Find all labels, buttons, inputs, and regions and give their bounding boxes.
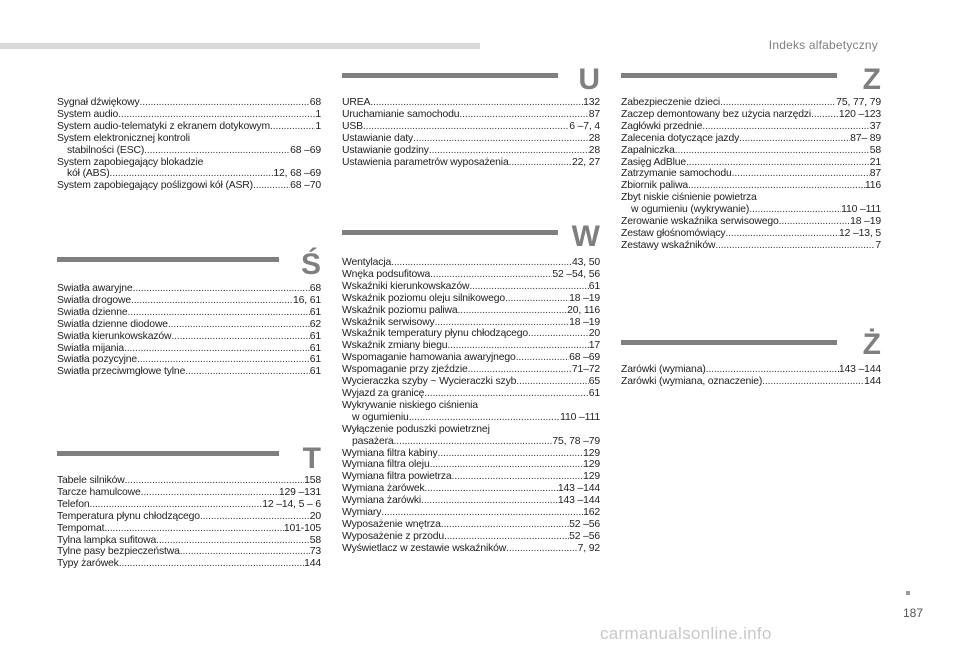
section-bar xyxy=(621,340,837,345)
index-entry xyxy=(57,523,321,535)
section-bar xyxy=(342,73,558,78)
index-entry-leader-dots xyxy=(413,133,589,145)
page-marker-dot xyxy=(906,591,910,595)
index-entry xyxy=(621,376,881,388)
index-entry xyxy=(621,109,881,121)
index-entry-page: 132 xyxy=(583,97,600,108)
index-entry xyxy=(57,283,321,295)
index-entry-leader-dots xyxy=(528,328,589,340)
index-entry-label: Zapalniczka xyxy=(621,144,675,156)
index-entry-page: 75, 77, 79 xyxy=(836,97,881,108)
index-entry-label: Tabele silników xyxy=(57,475,125,486)
index-entry-label: Światła mijania xyxy=(57,342,125,354)
index-entry xyxy=(342,436,600,448)
index-entry-label: Żarówki (wymiana, oznaczenie) xyxy=(621,375,763,387)
top-decor-bar xyxy=(0,43,480,49)
index-entry-page: 61 xyxy=(309,330,321,342)
index-entry-label: System audio-telematyki z ekranem dotykowym xyxy=(57,120,270,132)
index-entry-label: Wycieraczka szyby ~ Wycieraczki szyb xyxy=(342,376,517,388)
index-entry-label: Sygnał dźwiękowy xyxy=(57,97,140,108)
index-entry xyxy=(621,228,881,240)
section-bar xyxy=(621,73,837,78)
index-entry-page: 158 xyxy=(304,475,321,486)
index-entry xyxy=(57,307,321,319)
index-entry-label: Wyjazd za granicę xyxy=(342,387,425,399)
index-entry xyxy=(57,97,321,109)
index-entry xyxy=(342,495,600,507)
index-entry-leader-dots xyxy=(110,168,274,180)
index-entry xyxy=(342,328,600,340)
index-entry-page: 18 –19 xyxy=(569,316,600,328)
index-entry xyxy=(621,216,881,228)
index-column-1-top xyxy=(57,97,321,192)
index-entry-leader-dots xyxy=(253,180,290,192)
index-entry-page: 129 xyxy=(583,459,600,471)
page-header-title: Indeks alfabetyczny xyxy=(768,38,878,52)
index-entry xyxy=(57,121,321,133)
index-entry-leader-dots xyxy=(430,269,552,281)
index-entry xyxy=(57,558,321,570)
index-entry-leader-dots xyxy=(444,531,569,543)
index-entry-page: 7, 92 xyxy=(577,542,600,554)
index-entry xyxy=(621,97,881,109)
index-entry-leader-dots xyxy=(505,293,569,305)
index-entry-page: 61 xyxy=(309,354,321,366)
index-column-1-s xyxy=(57,283,321,378)
index-entry-leader-dots xyxy=(124,343,310,355)
index-entry-label: Światła dzienne diodowe xyxy=(57,318,168,330)
index-entry-label: Wskaźnik temperatury płynu chłodzącego xyxy=(342,328,529,340)
index-entry xyxy=(621,168,881,180)
index-entry-page: 71–72 xyxy=(571,364,600,376)
index-entry-page: 143 –144 xyxy=(557,483,600,495)
index-entry xyxy=(342,412,600,424)
index-entry-page: 73 xyxy=(309,546,321,558)
index-entry-page: 87 xyxy=(869,168,881,180)
index-entry-leader-dots xyxy=(141,487,279,499)
index-entry xyxy=(342,376,600,388)
index-entry-page: 22, 27 xyxy=(572,156,600,168)
index-entry-page: 18 –19 xyxy=(569,292,600,304)
index-entry-label: Ustawianie daty xyxy=(342,132,414,144)
index-entry-label: Wspomaganie hamowania awaryjnego xyxy=(342,352,516,364)
index-entry-leader-dots xyxy=(720,97,836,109)
index-entry-page: 61 xyxy=(588,280,600,292)
index-entry xyxy=(57,487,321,499)
index-entry xyxy=(342,133,600,145)
index-entry-page: 129 –131 xyxy=(278,486,321,498)
index-column-3-z xyxy=(621,97,881,252)
index-entry-leader-dots xyxy=(119,558,304,570)
section-letter: U xyxy=(578,63,600,96)
index-entry-label: Wskaźnik serwisowy xyxy=(342,316,435,328)
index-entry-label: w ogumieniu xyxy=(352,411,409,423)
section-bar xyxy=(57,451,279,456)
index-entry-label: w ogumieniu (wykrywanie) xyxy=(631,204,750,216)
index-entry-label: Wymiana żarówki xyxy=(342,495,422,507)
index-entry-leader-dots xyxy=(131,295,293,307)
index-entry-leader-dots xyxy=(137,354,310,366)
index-entry-page: 18 –19 xyxy=(850,216,881,228)
index-entry-page: 58 xyxy=(869,144,881,156)
index-entry xyxy=(621,145,881,157)
index-entry-leader-dots xyxy=(468,364,572,376)
section-letter: Ż xyxy=(862,328,881,361)
section-letter: T xyxy=(302,442,321,475)
index-entry-leader-dots xyxy=(739,133,850,145)
index-entry xyxy=(342,97,600,109)
index-entry-leader-dots xyxy=(779,216,850,228)
index-entry-leader-dots xyxy=(381,507,583,519)
index-entry xyxy=(57,133,321,145)
index-entry-label: Światła dzienne xyxy=(57,306,128,318)
index-entry-page: 110 –111 xyxy=(841,204,881,216)
index-entry-leader-dots xyxy=(168,319,310,331)
index-entry-label: Wymiana żarówek xyxy=(342,483,425,495)
index-entry xyxy=(57,157,321,169)
index-entry-label: System elektronicznej kontroli xyxy=(57,132,190,144)
index-entry-page: 143 –144 xyxy=(557,495,600,507)
index-entry-leader-dots xyxy=(185,366,310,378)
index-entry-label: Wyłączenie poduszki powietrznej xyxy=(342,423,490,435)
index-entry-label: Zalecenia dotyczące jazdy xyxy=(621,132,740,144)
index-entry xyxy=(57,331,321,343)
index-entry xyxy=(57,546,321,558)
index-entry-label: Wskaźnik poziomu paliwa xyxy=(342,304,458,316)
index-entry-page: 28 xyxy=(588,144,600,156)
index-entry xyxy=(342,543,600,555)
index-entry-leader-dots xyxy=(430,459,584,471)
index-entry-page: 68 –69 xyxy=(569,352,600,364)
index-entry-label: stabilności (ESC) xyxy=(67,144,145,156)
index-entry-label: Wspomaganie przy zjeździe xyxy=(342,364,468,376)
index-entry-page: 52 –56 xyxy=(569,518,600,530)
index-entry-page: 28 xyxy=(588,132,600,144)
index-entry-page: 87 xyxy=(588,108,600,120)
index-entry-page: 21 xyxy=(869,156,881,168)
index-entry-leader-dots xyxy=(133,283,310,295)
index-entry xyxy=(342,364,600,376)
index-entry-label: Zbyt niskie ciśnienie powietrza xyxy=(621,192,757,204)
index-entry xyxy=(621,180,881,192)
index-column-2-w xyxy=(342,257,600,555)
index-entry-page: 101-105 xyxy=(283,522,321,534)
index-entry-label: Światła drogowe xyxy=(57,294,131,306)
index-entry-page: 62 xyxy=(309,318,321,330)
index-entry-label: UREA xyxy=(342,97,371,108)
index-entry-leader-dots xyxy=(421,495,558,507)
index-entry-leader-dots xyxy=(156,535,310,547)
index-entry-label: Wyświetlacz w zestawie wskaźników xyxy=(342,542,507,554)
index-entry xyxy=(57,354,321,366)
index-entry-page: 12 –13, 5 xyxy=(839,227,881,239)
index-entry-leader-dots xyxy=(458,305,568,317)
index-entry-leader-dots xyxy=(438,448,584,460)
index-entry-page: 61 xyxy=(309,342,321,354)
index-entry-leader-dots xyxy=(469,281,588,293)
index-entry-label: Wskaźnik zmiany biegu xyxy=(342,340,448,352)
index-entry xyxy=(57,475,321,487)
index-entry-leader-dots xyxy=(425,483,558,495)
index-entry-label: System audio xyxy=(57,108,119,120)
index-entry xyxy=(57,499,321,511)
index-entry-label: Tempomat xyxy=(57,522,105,534)
index-entry-label: Ustawienia parametrów wyposażenia xyxy=(342,156,509,168)
index-entry-label: Zestaw głośnomówiący xyxy=(621,227,726,239)
index-entry-page: 6 –7, 4 xyxy=(569,120,600,132)
index-entry xyxy=(57,180,321,192)
index-entry-label: Temperatura płynu chłodzącego xyxy=(57,510,200,522)
index-entry-leader-dots xyxy=(459,109,588,121)
index-entry-leader-dots xyxy=(435,317,570,329)
index-entry-label: Uruchamianie samochodu xyxy=(342,108,460,120)
index-entry-leader-dots xyxy=(509,157,572,169)
index-column-1-t xyxy=(57,475,321,570)
index-entry-page: 61 xyxy=(588,387,600,399)
index-entry xyxy=(342,507,600,519)
section-letter: Ś xyxy=(300,248,321,281)
index-entry-page: 162 xyxy=(583,507,600,519)
index-entry-leader-dots xyxy=(762,376,864,388)
section-letter: Z xyxy=(862,63,881,96)
index-entry xyxy=(342,388,600,400)
index-entry-label: Zbiornik paliwa xyxy=(621,180,689,192)
index-entry-page: 43, 50 xyxy=(572,257,600,268)
index-entry-label: Telefon xyxy=(57,498,90,510)
index-entry-page: 1 xyxy=(315,108,321,120)
index-column-2-u xyxy=(342,97,600,168)
index-entry-label: Zestawy wskaźników xyxy=(621,239,716,251)
index-entry-page: 68 –70 xyxy=(290,180,321,192)
index-entry xyxy=(342,400,600,412)
index-entry-leader-dots xyxy=(688,180,865,192)
index-entry xyxy=(342,448,600,460)
index-entry-leader-dots xyxy=(144,145,290,157)
index-entry-page: 20 xyxy=(309,510,321,522)
index-entry-label: Żarówki (wymiana) xyxy=(621,364,706,375)
page-number: 187 xyxy=(903,606,924,620)
index-entry-label: Światła kierunkowskazów xyxy=(57,330,172,342)
index-entry-label: Zabezpieczenie dzieci xyxy=(621,97,721,108)
index-entry-leader-dots xyxy=(441,519,569,531)
index-entry-leader-dots xyxy=(200,511,310,523)
index-entry xyxy=(342,121,600,133)
index-entry-label: Wymiana filtra oleju xyxy=(342,459,430,471)
index-entry xyxy=(342,519,600,531)
index-entry-leader-dots xyxy=(706,364,839,376)
index-entry-label: System zapobiegający poślizgowi kół (ASR) xyxy=(57,180,253,192)
index-entry xyxy=(621,204,881,216)
index-entry xyxy=(342,257,600,269)
index-entry-page: 52 –56 xyxy=(569,530,600,542)
index-entry-leader-dots xyxy=(749,204,841,216)
index-entry-page: 75, 78 –79 xyxy=(552,435,600,447)
index-entry-leader-dots xyxy=(140,97,310,109)
index-entry-leader-dots xyxy=(702,121,870,133)
index-entry-leader-dots xyxy=(452,471,584,483)
index-entry xyxy=(342,459,600,471)
index-entry-label: Wymiana filtra kabiny xyxy=(342,447,438,459)
index-entry xyxy=(57,535,321,547)
index-entry-label: Ustawianie godziny xyxy=(342,144,429,156)
index-entry-label: Światła przeciwmgłowe tylne xyxy=(57,366,186,378)
index-entry-page: 52 –54, 56 xyxy=(552,268,600,280)
index-entry xyxy=(342,305,600,317)
index-entry-label: Zaczep demontowany bez użycia narzędzi xyxy=(621,108,812,120)
index-entry-label: kół (ABS) xyxy=(67,168,110,180)
index-entry-label: Wskaźniki kierunkowskazów xyxy=(342,280,470,292)
index-entry-label: Wskaźnik poziomu oleju silnikowego xyxy=(342,292,505,304)
index-entry-leader-dots xyxy=(270,121,315,133)
index-entry-page: 68 xyxy=(309,97,321,108)
index-entry-page: 61 xyxy=(309,306,321,318)
index-entry-page: 1 xyxy=(315,120,321,132)
index-entry-label: pasażera xyxy=(352,435,394,447)
index-entry-page: 12 –14, 5 – 6 xyxy=(262,498,321,510)
index-entry-page: 110 –111 xyxy=(560,411,600,423)
index-entry-page: 65 xyxy=(588,376,600,388)
index-entry-page: 129 xyxy=(583,447,600,459)
index-entry-leader-dots xyxy=(394,436,553,448)
index-entry-leader-dots xyxy=(128,307,310,319)
index-entry-page: 68 –69 xyxy=(290,144,321,156)
index-entry-leader-dots xyxy=(686,157,870,169)
index-entry-label: Wymiana filtra powietrza xyxy=(342,471,452,483)
index-entry-label: Światła pozycyjne xyxy=(57,354,138,366)
index-entry-leader-dots xyxy=(811,109,839,121)
index-entry-page: 61 xyxy=(309,366,321,378)
index-entry xyxy=(57,168,321,180)
index-entry-leader-dots xyxy=(732,168,870,180)
index-entry xyxy=(342,293,600,305)
index-entry-label: USB xyxy=(342,120,363,132)
index-entry xyxy=(57,511,321,523)
index-entry-page: 17 xyxy=(588,340,600,352)
index-entry-page: 87– 89 xyxy=(850,132,881,144)
index-entry-leader-dots xyxy=(516,352,569,364)
index-entry-label: Zatrzymanie samochodu xyxy=(621,168,732,180)
index-entry xyxy=(57,295,321,307)
index-entry xyxy=(621,364,881,376)
index-entry-page: 12, 68 –69 xyxy=(273,168,321,180)
index-entry xyxy=(57,319,321,331)
index-entry-label: Światła awaryjne xyxy=(57,283,133,294)
index-entry xyxy=(342,317,600,329)
index-entry-label: Wnęka podsufitowa xyxy=(342,268,431,280)
index-entry-label: System zapobiegający blokadzie xyxy=(57,156,204,168)
index-entry-leader-dots xyxy=(506,543,577,555)
index-entry xyxy=(621,192,881,204)
index-entry-label: Wykrywanie niskiego ciśnienia xyxy=(342,399,478,411)
index-entry xyxy=(342,471,600,483)
index-entry-page: 144 xyxy=(864,375,881,387)
index-entry-leader-dots xyxy=(391,257,572,269)
index-entry-leader-dots xyxy=(370,97,583,109)
index-entry-label: Tarcze hamulcowe xyxy=(57,486,141,498)
section-header-s-acute xyxy=(57,244,321,288)
watermark-text: carmanualsonline.info xyxy=(600,624,772,643)
index-column-3-z-dot xyxy=(621,364,881,388)
index-entry-label: Zasięg AdBlue xyxy=(621,156,687,168)
index-entry-label: Wymiary xyxy=(342,507,382,519)
index-entry xyxy=(342,531,600,543)
index-entry-page: 58 xyxy=(309,534,321,546)
index-entry-label: Wyposażenie z przodu xyxy=(342,530,445,542)
index-entry-page: 116 xyxy=(864,180,881,192)
index-entry-page: 20 xyxy=(588,328,600,340)
index-entry-leader-dots xyxy=(409,412,560,424)
index-entry-label: Tylna lampka sufitowa xyxy=(57,534,157,546)
index-entry xyxy=(342,483,600,495)
index-entry-leader-dots xyxy=(715,240,875,252)
index-entry xyxy=(342,340,600,352)
index-entry-page: 7 xyxy=(875,239,881,251)
section-bar xyxy=(342,230,558,235)
index-entry-leader-dots xyxy=(118,109,315,121)
index-entry xyxy=(342,269,600,281)
index-entry xyxy=(342,157,600,169)
index-entry-leader-dots xyxy=(89,499,262,511)
index-entry xyxy=(621,121,881,133)
index-entry-leader-dots xyxy=(104,523,284,535)
index-entry-leader-dots xyxy=(675,145,870,157)
index-entry-page: 120 –123 xyxy=(838,108,881,120)
index-entry-leader-dots xyxy=(125,475,304,487)
index-entry-leader-dots xyxy=(447,340,588,352)
index-entry-page: 143 –144 xyxy=(838,364,881,375)
index-entry-label: Zagłówki przednie xyxy=(621,120,703,132)
index-entry xyxy=(57,109,321,121)
index-entry-page: 37 xyxy=(869,120,881,132)
index-entry xyxy=(57,145,321,157)
index-entry xyxy=(342,145,600,157)
section-bar xyxy=(57,257,279,262)
index-entry-leader-dots xyxy=(180,546,310,558)
index-entry xyxy=(57,366,321,378)
index-entry-page: 144 xyxy=(304,558,321,570)
index-entry-label: Typy żarówek xyxy=(57,558,119,570)
index-entry-leader-dots xyxy=(171,331,309,343)
index-entry-leader-dots xyxy=(725,228,839,240)
index-entry xyxy=(342,281,600,293)
index-entry xyxy=(621,157,881,169)
index-entry xyxy=(342,352,600,364)
index-entry-label: Zerowanie wskaźnika serwisowego xyxy=(621,216,779,228)
index-entry-page: 20, 116 xyxy=(567,304,600,316)
index-entry-label: Wentylacja xyxy=(342,257,392,268)
index-entry-leader-dots xyxy=(424,388,588,400)
index-entry xyxy=(342,109,600,121)
index-entry xyxy=(621,240,881,252)
index-entry xyxy=(342,424,600,436)
index-entry xyxy=(621,133,881,145)
index-entry-label: Tylne pasy bezpieczeństwa xyxy=(57,546,180,558)
index-entry xyxy=(57,343,321,355)
index-entry-leader-dots xyxy=(363,121,569,133)
index-entry-label: Wyposażenie wnętrza xyxy=(342,518,441,530)
section-letter: W xyxy=(571,220,600,253)
index-entry-page: 129 xyxy=(583,471,600,483)
index-entry-page: 16, 61 xyxy=(293,294,321,306)
index-entry-page: 68 xyxy=(309,283,321,294)
index-entry-leader-dots xyxy=(429,145,589,157)
index-entry-leader-dots xyxy=(516,376,588,388)
